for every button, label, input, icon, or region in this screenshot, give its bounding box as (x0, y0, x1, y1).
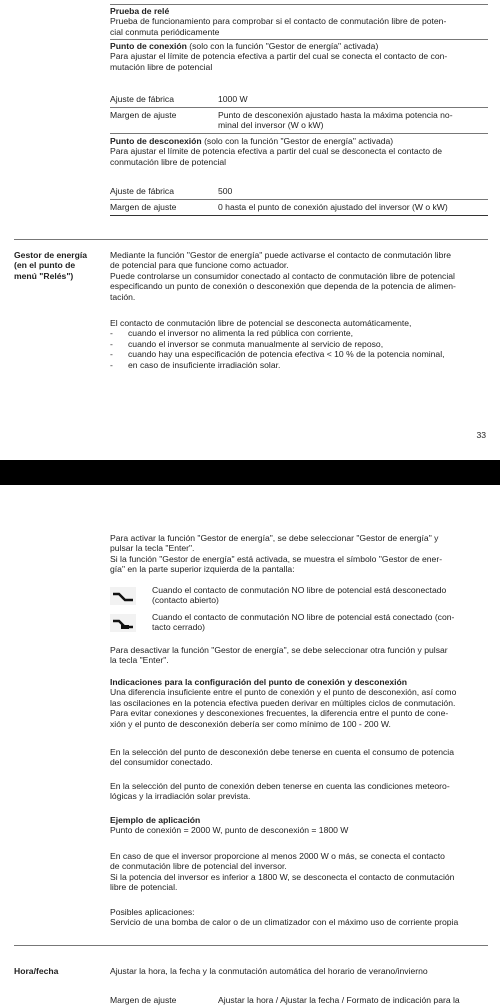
setting-range-value: 0 hasta el punto de conexión ajustado del inversor (W o kW) (218, 202, 448, 212)
text-line: tación. (110, 291, 136, 302)
list-item-text: cuando el inversor no alimenta la red pública con corriente, (128, 328, 353, 339)
connection-point-desc-1: Para ajustar el límite de potencia efectiva a partir del cual se conecta el contacto de con- (110, 51, 448, 62)
text-line: Cuando el contacto de conmutación NO libre de potencial está conectado (con- (152, 612, 455, 622)
factory-setting-row (110, 94, 488, 106)
deactivate-paragraph (110, 645, 488, 666)
disconnection-point-desc-2: conmutación libre de potencial (110, 156, 227, 167)
disconnection-point-note: (solo con la función "Gestor de energía" activada) (201, 136, 394, 146)
relay-test-title: Prueba de relé (110, 6, 170, 16)
disconnection-point-section (110, 136, 488, 167)
energy-manager-para-2 (110, 318, 488, 370)
energy-manager-label (14, 250, 106, 281)
energy-manager-label-1: Gestor de energía (14, 250, 88, 260)
list-item (110, 328, 488, 338)
list-item-text: cuando el inversor se conmuta manualmente al servicio de reposo, (128, 338, 384, 349)
text-line: El contacto de conmutación libre de potencial se desconecta automáticamente, (110, 318, 412, 328)
connection-point-section (110, 41, 488, 72)
factory-setting-value: 500 (218, 186, 233, 196)
page-34 (0, 485, 500, 1005)
connection-point-note: (solo con la función "Gestor de energía" activada) (186, 41, 379, 51)
bullet-mark: - (110, 349, 113, 360)
section-rule (14, 945, 488, 946)
setting-range-value-1: Punto de desconexión ajustado hasta la máxima potencia no- (218, 110, 453, 120)
indications-para-2 (110, 747, 488, 768)
indications-title: Indicaciones para la configuración del punto de conexión y desconexión (110, 677, 408, 687)
text-line: gía" en la parte superior izquierda de la pantalla: (110, 564, 295, 575)
setting-range-row (110, 202, 488, 214)
text-line: pulsar la tecla "Enter". (110, 543, 195, 554)
energy-manager-label-3: menú "Relés") (14, 270, 74, 281)
text-line: En la selección del punto de conexión deben tenerse en cuenta las condiciones meteoro- (110, 781, 450, 791)
list-item (110, 360, 488, 370)
setting-range-row (110, 110, 488, 134)
text-line: Posibles aplicaciones: (110, 907, 195, 917)
factory-setting-value: 1000 W (218, 94, 248, 104)
relay-test-desc-2: cial conmuta periódicamente (110, 26, 220, 37)
text-line: Mediante la función "Gestor de energía" puede activarse el contacto de conmutación libre (110, 250, 451, 260)
symbol-closed-row (110, 612, 488, 634)
indications-section (110, 677, 488, 729)
text-line: lógicas y la irradiación solar prevista. (110, 791, 251, 802)
setting-range-label: Margen de ajuste (110, 202, 177, 212)
list-item-text: cuando hay una especificación de potencia efectiva < 10 % de la potencia nominal, (128, 349, 445, 360)
page-33 (0, 0, 500, 460)
text-line: Cuando el contacto de conmutación NO libre de potencial está desconectado (152, 585, 447, 595)
rule (110, 39, 488, 40)
example-paragraph (110, 851, 488, 893)
page-number: 33 (476, 430, 486, 440)
factory-setting-label: Ajuste de fábrica (110, 94, 175, 104)
text-line: Para evitar conexiones y desconexiones frecuentes, la diferencia entre el punto de cone- (110, 708, 449, 719)
text-line: En caso de que el inversor proporcione al menos 2000 W o más, se conecta el contacto (110, 851, 445, 861)
rule (110, 4, 488, 5)
text-line: En la selección del punto de desconexión debe tenerse en cuenta el consumo de potencia (110, 747, 454, 757)
applications-paragraph (110, 907, 488, 928)
section-rule (14, 239, 488, 240)
list-item (110, 349, 488, 359)
activate-paragraph (110, 533, 488, 575)
disconnection-point-title: Punto de desconexión (110, 136, 202, 146)
connection-point-title: Punto de conexión (110, 41, 187, 51)
text-line: Para desactivar la función "Gestor de energía", se debe seleccionar otra función y pulsar (110, 645, 448, 655)
setting-range-row (110, 995, 488, 1007)
text-line: Si la función "Gestor de energía" está activada, se muestra el símbolo "Gestor de ener- (110, 553, 443, 564)
symbol-open-row (110, 585, 488, 607)
text-line: Servicio de una bomba de calor o de un climatizador con el máximo uso de corriente propia (110, 917, 459, 928)
text-line: Para activar la función "Gestor de energía", se debe seleccionar "Gestor de energía" y (110, 533, 439, 543)
text-line: las oscilaciones en la potencia efectiva pueden derivar en múltiples ciclos de conmutación. (110, 697, 456, 708)
relay-test-desc-1: Prueba de funcionamiento para comprobar si el contacto de conmutación libre de poten- (110, 16, 447, 27)
example-title: Ejemplo de aplicación (110, 815, 201, 825)
setting-range-value-2: minal del inversor (W o kW) (218, 120, 324, 131)
text-line: Puede controlarse un consumidor conectado al contacto de conmutación libre de potencial (110, 270, 455, 281)
setting-range-label: Margen de ajuste (110, 110, 177, 120)
disconnection-point-desc-1: Para ajustar el límite de potencia efectiva a partir del cual se desconecta el contacto de (110, 146, 443, 157)
factory-setting-label: Ajuste de fábrica (110, 186, 175, 196)
energy-manager-para-1 (110, 250, 488, 302)
switch-open-icon (110, 587, 136, 605)
list-item-text: en caso de insuficiente irradiación solar. (128, 359, 281, 370)
connection-point-desc-2: mutación libre de potencial (110, 61, 213, 72)
bullet-mark: - (110, 338, 113, 349)
text-line: especificando un punto de conexión o desconexión que dependa de la potencia de alimen- (110, 281, 456, 292)
indications-para-3 (110, 781, 488, 802)
text-line: xión y el punto de desconexión debería ser como mínimo de 100 - 200 W. (110, 718, 391, 729)
example-section (110, 815, 488, 836)
text-line: Si la potencia del inversor es inferior a 1800 W, se desconecta el contacto de conmutación (110, 871, 455, 882)
bullet-mark: - (110, 359, 113, 370)
rule (110, 107, 488, 108)
text-line: (contacto abierto) (152, 595, 219, 606)
page-divider (0, 460, 500, 485)
text-line: la tecla "Enter". (110, 655, 169, 666)
text-line: libre de potencial. (110, 882, 178, 893)
time-date-desc: Ajustar la hora, la fecha y la conmutación automática del horario de verano/invierno (110, 966, 428, 976)
time-date-label: Hora/fecha (14, 966, 59, 976)
setting-range-value: Ajustar la hora / Ajustar la fecha / Formato de indicación para la (218, 995, 460, 1005)
bullet-mark: - (110, 328, 113, 339)
rule (110, 199, 488, 200)
text-line: de conmutación libre de potencial del inversor. (110, 861, 287, 872)
energy-manager-label-2: (en el punto de (14, 260, 76, 271)
list-item (110, 339, 488, 349)
rule (110, 215, 488, 216)
rule (110, 133, 488, 134)
setting-range-label: Margen de ajuste (110, 995, 177, 1005)
factory-setting-row (110, 186, 488, 198)
text-line: del consumidor conectado. (110, 757, 213, 768)
text-line: Punto de conexión = 2000 W, punto de desconexión = 1800 W (110, 825, 349, 836)
text-line: de potencial para que funcione como actuador. (110, 260, 289, 271)
text-line: Una diferencia insuficiente entre el punto de conexión y el punto de desconexión, así como (110, 687, 457, 698)
relay-test-section (110, 6, 488, 37)
switch-closed-icon (110, 614, 136, 632)
text-line: tacto cerrado) (152, 622, 206, 633)
